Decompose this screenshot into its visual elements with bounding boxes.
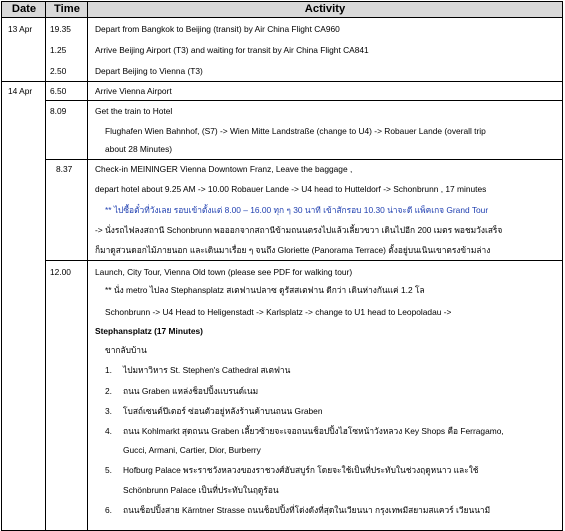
activity-line: depart hotel about 9.25 AM -> 10.00 Robauer Lande -> U4 head to Hutteldorf -> Schonbrunn , 17 minutes [95,184,487,194]
header-date: Date [11,3,37,15]
header-activity: Activity [304,3,346,15]
activity-line: Launch, City Tour, Vienna Old town (please see PDF for walking tour) [95,267,353,277]
list-number: 4. [105,426,112,436]
activity-text: Depart from Bangkok to Beijing (transit) by Air China Flight CA960 [95,24,340,34]
row-divider [45,159,562,160]
activity-line: Get the train to Hotel [95,106,173,116]
row-divider [2,81,562,82]
activity-line: Stephansplatz (17 Minutes) [95,326,203,336]
activity-text: Arrive Vienna Airport [95,86,172,96]
time-cell: 2.50 [50,66,67,76]
row-divider [45,260,562,261]
list-number: 5. [105,465,112,475]
time-cell: 19.35 [50,24,71,34]
list-item: โบสถ์เซนต์ปีเตอร์ ซ่อนตัวอยู่หลังร้านค้าบนถนน Graben [123,406,323,416]
activity-line: -> นั่งรถไฟลงสถานี Schonbrunn พอออกจากสถานีข้ามถนนตรงไปแล้วเลี้ยวขวา เดินไปอีก 200 เมตร พอชมวังเสร็จ [95,225,503,235]
list-number: 3. [105,406,112,416]
list-item: ถนน Kohlmarkt สุดถนน Graben เลี้ยวซ้ายจะเจอถนนช็อปปิ้งไฮโซหน้าวังหลวง Key Shops คือ Ferragamo, [123,426,504,436]
list-number: 6. [105,505,112,515]
activity-text: Depart Beijing to Vienna (T3) [95,66,203,76]
time-cell: 12.00 [50,267,71,277]
date-cell: 13 Apr [8,24,33,34]
activity-line: ขากลับบ้าน [105,345,147,355]
date-cell: 14 Apr [8,86,33,96]
time-cell: 1.25 [50,45,67,55]
header-time: Time [54,3,80,15]
activity-line: ** นั่ง metro ไปลง Stephansplatz สเตฟานปลาซ ดูรัสสเตฟาน ดีกว่า เดินห่างกันแค่ 1.2 โล [105,285,425,295]
activity-line: Schonbrunn -> U4 Head to Heligenstadt -> Karlsplatz -> change to U1 head to Leopoladau -> [105,307,452,317]
list-item: ถนนช็อปปิ้งสาย Kärntner Strasse ถนนช็อปปิ้งที่โด่งดังที่สุดในเวียนนา กรุงเทพมีสยามสแควร์ เวียนนามี [123,505,491,515]
activity-line: ก็มาดูสวนดอกไม้ภายนอก และเดินมาเรื่อย ๆ จนถึง Gloriette (Panorama Terrace) ตั้งอยู่บนเนินเขาตรงข้ามล่าง [95,245,491,255]
list-item-continued: Schönbrunn Palace เป็นที่ประทับในฤดูร้อน [123,485,279,495]
list-item: Hofburg Palace พระราชวังหลวงของราชวงศ์ฮับสบูร์ก โดยจะใช้เป็นที่ประทับในช่วงฤดูหนาว และใช้ [123,465,479,475]
time-cell: 6.50 [50,86,67,96]
time-cell: 8.09 [50,106,67,116]
list-number: 2. [105,386,112,396]
header-row [2,2,562,18]
activity-line: ** ไปซื้อตั๋วที่วังเลย รอบเข้าตั้งแต่ 8.00 – 16.00 ทุก ๆ 30 นาที เข้าสักรอบ 10.30 น่าจะดี แพ็คเกจ Grand Tour [105,205,489,215]
list-number: 1. [105,365,112,375]
list-item-continued: Gucci, Armani, Cartier, Dior, Burberry [123,445,261,455]
activity-line: about 28 Minutes) [105,144,173,154]
time-cell: 8.37 [56,164,73,174]
list-item: ไปมหาวิหาร St. Stephen's Cathedral สเตฟาน [123,365,291,375]
activity-line: Flughafen Wien Bahnhof, (S7) -> Wien Mitte Landstraße (change to U4) -> Robauer Lande (overall trip [105,126,486,136]
activity-text: Arrive Beijing Airport (T3) and waiting for transit by Air China Flight CA841 [95,45,369,55]
activity-line: Check-in MEININGER Vienna Downtown Franz, Leave the baggage , [95,164,353,174]
row-divider [45,100,562,101]
table-frame [1,1,563,531]
list-item: ถนน Graben แหล่งช็อปปิ้งแบรนด์เนม [123,386,259,396]
